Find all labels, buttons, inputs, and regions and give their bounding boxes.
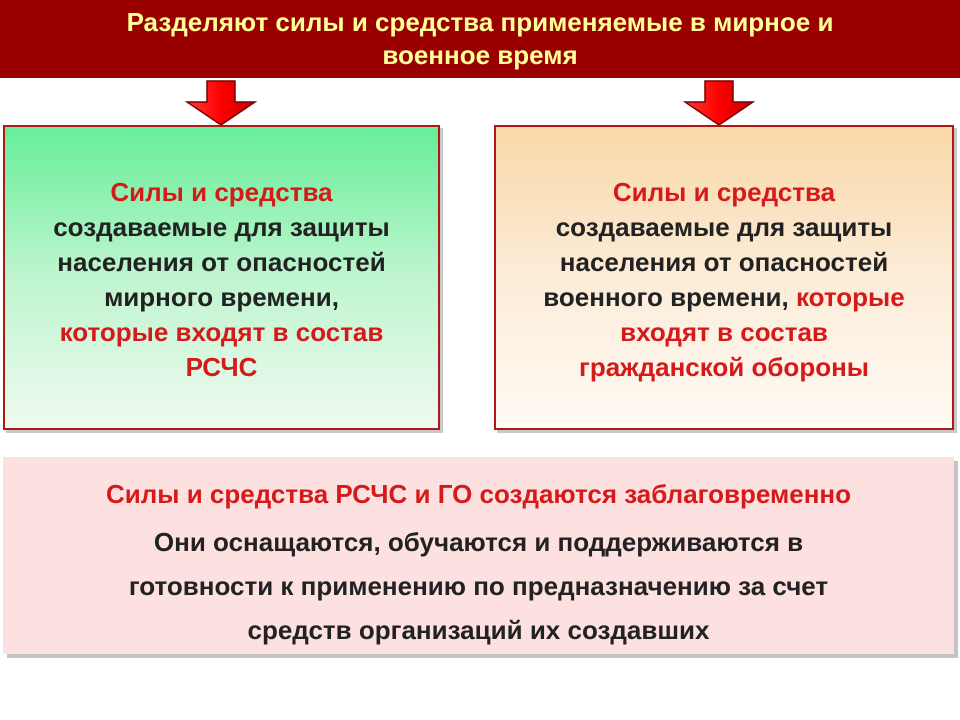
- summary-body-line-1: Они оснащаются, обучаются и поддерживаются в: [153, 527, 804, 557]
- wartime-box-red-line-1: входят в состав: [620, 317, 828, 347]
- peacetime-box-title: Силы и средства: [110, 177, 333, 207]
- down-arrow-left-icon: [185, 80, 257, 126]
- wartime-box-line-3-dark: военного времени,: [543, 282, 789, 312]
- wartime-box-line-1: создаваемые для защиты: [555, 212, 893, 242]
- peacetime-forces-box: [3, 125, 440, 430]
- summary-panel: [3, 457, 954, 654]
- peacetime-box-red-line-1: которые входят в состав: [59, 317, 384, 347]
- wartime-box-red-line-2: гражданской обороны: [579, 352, 869, 382]
- wartime-box-line-2: населения от опасностей: [559, 247, 889, 277]
- summary-body: [3, 520, 954, 652]
- peacetime-box-red-line-2: РСЧС: [185, 352, 258, 382]
- peacetime-box-line-3: мирного времени,: [104, 282, 339, 312]
- down-arrow-right-icon: [683, 80, 755, 126]
- slide-title-line-2: военное время: [382, 40, 578, 70]
- summary-body-line-2: готовности к применению по предназначению за счет: [128, 571, 829, 601]
- peacetime-box-line-1: создаваемые для защиты: [53, 212, 390, 242]
- summary-body-line-3: средств организаций их создавших: [247, 615, 710, 645]
- wartime-box-line-3-red: которые: [795, 282, 905, 312]
- summary-headline: Силы и средства РСЧС и ГО создаются заблаговременно: [106, 479, 851, 509]
- wartime-forces-box: [494, 125, 954, 430]
- slide-title: [0, 0, 960, 78]
- wartime-box-line-3: [496, 280, 952, 315]
- slide-title-line-1: Разделяют силы и средства применяемые в мирное и: [126, 7, 834, 37]
- peacetime-box-line-2: населения от опасностей: [57, 247, 386, 277]
- wartime-box-title: Силы и средства: [612, 177, 836, 207]
